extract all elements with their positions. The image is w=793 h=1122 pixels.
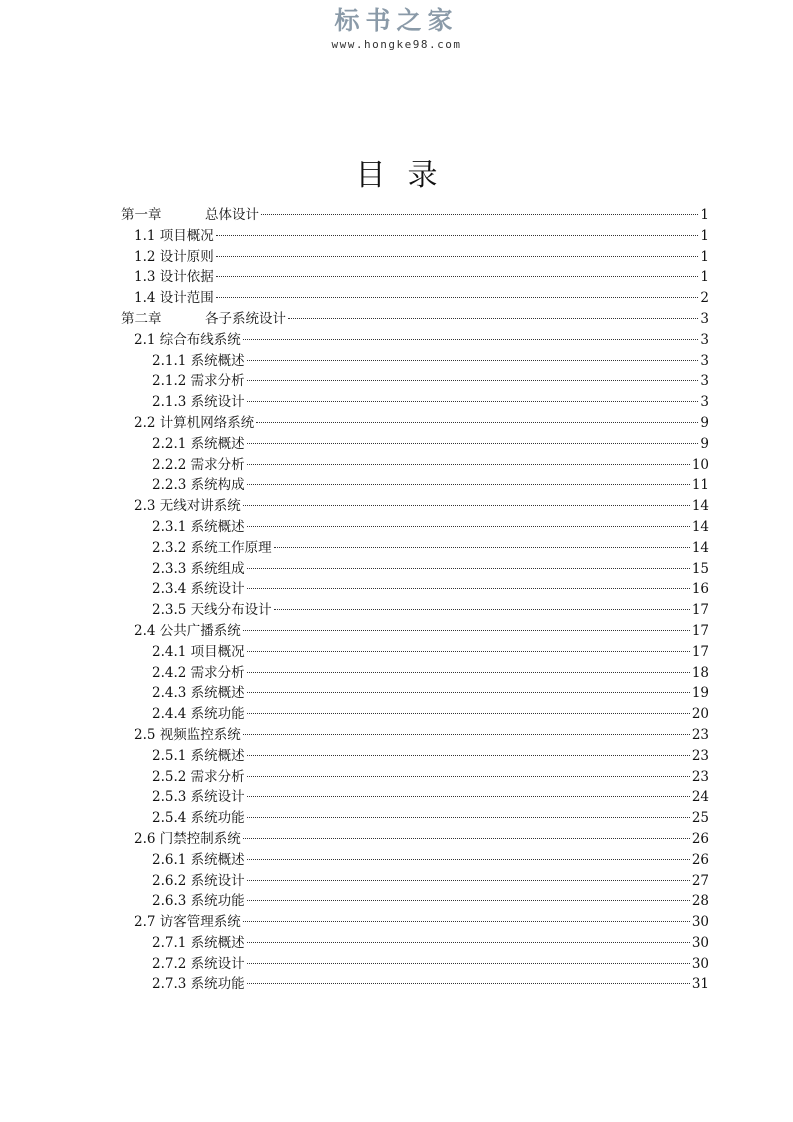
dot-leader (247, 796, 690, 797)
toc-entry-page: 9 (700, 414, 709, 431)
toc-entry-page: 1 (700, 248, 709, 265)
dot-leader (247, 526, 690, 527)
toc-entry-number: 2.2.2 (152, 456, 187, 473)
toc-entry-label: 设计范围 (159, 290, 214, 307)
toc-entry-page: 18 (691, 664, 709, 681)
dot-leader (247, 360, 699, 361)
toc-entry-page: 19 (691, 685, 709, 702)
dot-leader (247, 401, 699, 402)
toc-entry-label: 系统功能 (190, 810, 245, 827)
toc-entry-page: 23 (691, 747, 709, 764)
toc-entry-number: 2.2.1 (152, 435, 187, 452)
toc-entry-label: 系统设计 (190, 581, 245, 598)
toc-entry-page: 25 (691, 810, 709, 827)
dot-leader (247, 942, 690, 943)
toc-entry[interactable] (121, 288, 709, 309)
toc-entry[interactable] (121, 746, 709, 767)
toc-entry[interactable] (121, 371, 709, 392)
toc-entry-page: 11 (691, 477, 709, 494)
toc-entry-page: 31 (691, 976, 709, 993)
dot-leader (247, 963, 690, 964)
toc-entry-number: 2.4 (134, 622, 156, 639)
toc-entry-number: 1.2 (134, 248, 156, 265)
toc-entry[interactable] (121, 663, 709, 684)
dot-leader (247, 755, 690, 756)
toc-entry-page: 14 (691, 498, 709, 515)
toc-entry-label: 综合布线系统 (159, 331, 241, 348)
toc-entry-number: 2.6.1 (152, 851, 187, 868)
dot-leader (247, 588, 690, 589)
dot-leader (274, 609, 690, 610)
toc-entry-label: 系统设计 (190, 394, 245, 411)
toc-entry-number: 2.1.3 (152, 394, 187, 411)
dot-leader (216, 256, 699, 257)
toc-entry[interactable] (121, 767, 709, 788)
toc-entry-number: 2.4.4 (152, 706, 187, 723)
dot-leader (247, 464, 690, 465)
toc-entry-page: 17 (691, 643, 709, 660)
page-title: 目录 (355, 158, 460, 193)
toc-entry-number: 1.3 (134, 269, 156, 286)
dot-leader (216, 297, 699, 298)
toc-entry-label: 需求分析 (190, 373, 245, 390)
toc-entry[interactable] (121, 226, 709, 247)
toc-entry-label: 设计原则 (159, 248, 214, 265)
dot-leader (247, 900, 690, 901)
toc-entry-number: 2.2 (134, 414, 156, 431)
toc-entry-page: 23 (691, 726, 709, 743)
toc-entry-label: 各子系统设计 (205, 310, 286, 327)
toc-entry-number: 2.4.1 (152, 643, 187, 660)
toc-entry-number: 2.5.1 (152, 747, 187, 764)
toc-entry-number: 2.4.3 (152, 685, 187, 702)
toc-entry[interactable] (121, 871, 709, 892)
toc-entry[interactable] (121, 496, 709, 517)
toc-entry-page: 10 (691, 456, 709, 473)
toc-entry-label: 系统概述 (190, 851, 245, 868)
toc-entry[interactable] (121, 891, 709, 912)
toc-entry-label: 系统概述 (190, 435, 245, 452)
toc-entry-page: 30 (691, 955, 709, 972)
toc-entry-label: 系统设计 (190, 789, 245, 806)
toc-entry[interactable] (121, 455, 709, 476)
toc-entry-page: 27 (691, 872, 709, 889)
toc-entry[interactable] (121, 621, 709, 642)
toc-entry-number: 2.3.2 (152, 539, 187, 556)
toc-entry[interactable] (121, 517, 709, 538)
toc-entry-page: 17 (691, 602, 709, 619)
toc-entry-label: 系统设计 (190, 955, 245, 972)
toc-entry-label: 系统概述 (190, 747, 245, 764)
toc-entry-number: 2.7.2 (152, 955, 187, 972)
toc-entry-label: 系统概述 (190, 518, 245, 535)
toc-entry-label: 需求分析 (190, 664, 245, 681)
toc-entry[interactable] (121, 392, 709, 413)
toc-entry-page: 1 (700, 207, 709, 223)
dot-leader (288, 318, 698, 319)
toc-entry-page: 3 (700, 394, 709, 411)
toc-entry-label: 设计依据 (159, 269, 214, 286)
dot-leader (274, 547, 690, 548)
toc-entry-number: 第一章 (121, 207, 162, 223)
toc-entry[interactable] (121, 808, 709, 829)
toc-entry-number: 2.7.3 (152, 976, 187, 993)
toc-entry-number: 2.3.3 (152, 560, 187, 577)
toc-entry-label: 系统概述 (190, 352, 245, 369)
toc-entry[interactable] (121, 600, 709, 621)
dot-leader (247, 713, 690, 714)
dot-leader (243, 838, 690, 839)
toc-entry-label: 系统概述 (190, 934, 245, 951)
dot-leader (216, 276, 699, 277)
toc-entry-number: 2.6 (134, 830, 156, 847)
toc-entry-number: 2.1.1 (152, 352, 187, 369)
table-of-contents (121, 205, 709, 995)
toc-entry-label: 无线对讲系统 (159, 498, 241, 515)
toc-entry[interactable] (121, 579, 709, 600)
toc-entry-number: 2.3 (134, 498, 156, 515)
toc-entry-label: 系统设计 (190, 872, 245, 889)
dot-leader (247, 651, 690, 652)
dot-leader (247, 672, 690, 673)
toc-entry[interactable] (121, 559, 709, 580)
logo-title: 标书之家 (334, 6, 459, 35)
toc-entry-label: 系统概述 (190, 685, 245, 702)
toc-entry-number: 2.4.2 (152, 664, 187, 681)
toc-entry[interactable] (121, 933, 709, 954)
dot-leader (247, 568, 690, 569)
dot-leader (247, 880, 690, 881)
toc-entry-page: 24 (691, 789, 709, 806)
toc-entry[interactable] (121, 642, 709, 663)
toc-entry[interactable] (121, 475, 709, 496)
dot-leader (247, 859, 690, 860)
dot-leader (243, 339, 699, 340)
toc-entry-label: 公共广播系统 (159, 622, 241, 639)
toc-entry-label: 天线分布设计 (190, 602, 272, 619)
toc-entry-number: 2.7.1 (152, 934, 187, 951)
toc-entry[interactable] (121, 974, 709, 995)
toc-entry-page: 1 (700, 269, 709, 286)
toc-entry-label: 系统组成 (190, 560, 245, 577)
toc-entry-number: 2.3.5 (152, 602, 187, 619)
toc-entry-number: 2.5.4 (152, 810, 187, 827)
toc-entry-page: 15 (691, 560, 709, 577)
toc-entry[interactable] (121, 683, 709, 704)
toc-entry-page: 2 (700, 290, 709, 307)
toc-entry-label: 项目概况 (190, 643, 245, 660)
toc-entry[interactable] (121, 330, 709, 351)
toc-entry-label: 系统功能 (190, 893, 245, 910)
toc-entry-page: 3 (700, 373, 709, 390)
toc-entry[interactable] (121, 247, 709, 268)
toc-entry-page: 20 (691, 706, 709, 723)
toc-entry[interactable] (121, 787, 709, 808)
toc-entry-label: 门禁控制系统 (159, 830, 241, 847)
toc-entry[interactable] (121, 850, 709, 871)
toc-entry-number: 1.1 (134, 227, 156, 244)
toc-entry-number: 第二章 (121, 310, 162, 327)
dot-leader (243, 505, 690, 506)
dot-leader (216, 235, 699, 236)
dot-leader (256, 422, 698, 423)
toc-entry-label: 系统工作原理 (190, 539, 272, 556)
toc-entry[interactable] (121, 725, 709, 746)
toc-entry-label: 视频监控系统 (159, 726, 241, 743)
toc-entry-number: 2.5.3 (152, 789, 187, 806)
toc-entry-label: 总体设计 (205, 207, 259, 223)
site-logo (0, 6, 793, 51)
toc-entry[interactable] (121, 413, 709, 434)
toc-entry-page: 14 (691, 518, 709, 535)
toc-entry-number: 2.1.2 (152, 373, 187, 390)
toc-entry-number: 1.4 (134, 290, 156, 307)
toc-entry-label: 计算机网络系统 (159, 414, 255, 431)
toc-entry[interactable] (121, 954, 709, 975)
toc-entry-page: 1 (700, 227, 709, 244)
toc-entry[interactable] (121, 434, 709, 455)
toc-entry[interactable] (121, 704, 709, 725)
dot-leader (243, 734, 690, 735)
toc-entry-label: 项目概况 (159, 227, 214, 244)
logo-url: www.hongke98.com (331, 38, 462, 51)
toc-entry[interactable] (121, 351, 709, 372)
toc-entry-label: 需求分析 (190, 768, 245, 785)
toc-entry-page: 26 (691, 851, 709, 868)
toc-entry-number: 2.5.2 (152, 768, 187, 785)
toc-entry-number: 2.3.4 (152, 581, 187, 598)
toc-entry-number: 2.6.3 (152, 893, 187, 910)
toc-entry-number: 2.3.1 (152, 518, 187, 535)
toc-entry-page: 26 (691, 830, 709, 847)
dot-leader (247, 983, 690, 984)
toc-entry-page: 23 (691, 768, 709, 785)
toc-entry-page: 16 (691, 581, 709, 598)
dot-leader (247, 692, 690, 693)
toc-chapter-1[interactable] (121, 205, 709, 226)
toc-entry-number: 2.5 (134, 726, 156, 743)
dot-leader (247, 443, 699, 444)
toc-entry-label: 需求分析 (190, 456, 245, 473)
toc-chapter-2[interactable] (121, 309, 709, 330)
toc-entry-page: 3 (700, 352, 709, 369)
toc-entry-label: 访客管理系统 (159, 914, 241, 931)
toc-entry[interactable] (121, 912, 709, 933)
toc-entry-page: 14 (691, 539, 709, 556)
toc-entry-page: 9 (700, 435, 709, 452)
dot-leader (243, 921, 690, 922)
toc-entry-page: 3 (700, 331, 709, 348)
toc-entry-label: 系统功能 (190, 706, 245, 723)
toc-entry-number: 2.1 (134, 331, 156, 348)
dot-leader (243, 630, 690, 631)
toc-entry-page: 3 (700, 310, 709, 327)
toc-entry-page: 28 (691, 893, 709, 910)
dot-leader (247, 380, 699, 381)
toc-entry[interactable] (121, 538, 709, 559)
toc-entry[interactable] (121, 829, 709, 850)
toc-entry-number: 2.6.2 (152, 872, 187, 889)
toc-entry-page: 30 (691, 934, 709, 951)
toc-entry-label: 系统功能 (190, 976, 245, 993)
toc-entry-page: 17 (691, 622, 709, 639)
toc-entry-page: 30 (691, 914, 709, 931)
dot-leader (247, 484, 690, 485)
dot-leader (247, 776, 690, 777)
dot-leader (247, 817, 690, 818)
toc-entry-label: 系统构成 (190, 477, 245, 494)
dot-leader (261, 214, 698, 215)
toc-entry-number: 2.7 (134, 914, 156, 931)
toc-entry[interactable] (121, 267, 709, 288)
toc-entry-number: 2.2.3 (152, 477, 187, 494)
